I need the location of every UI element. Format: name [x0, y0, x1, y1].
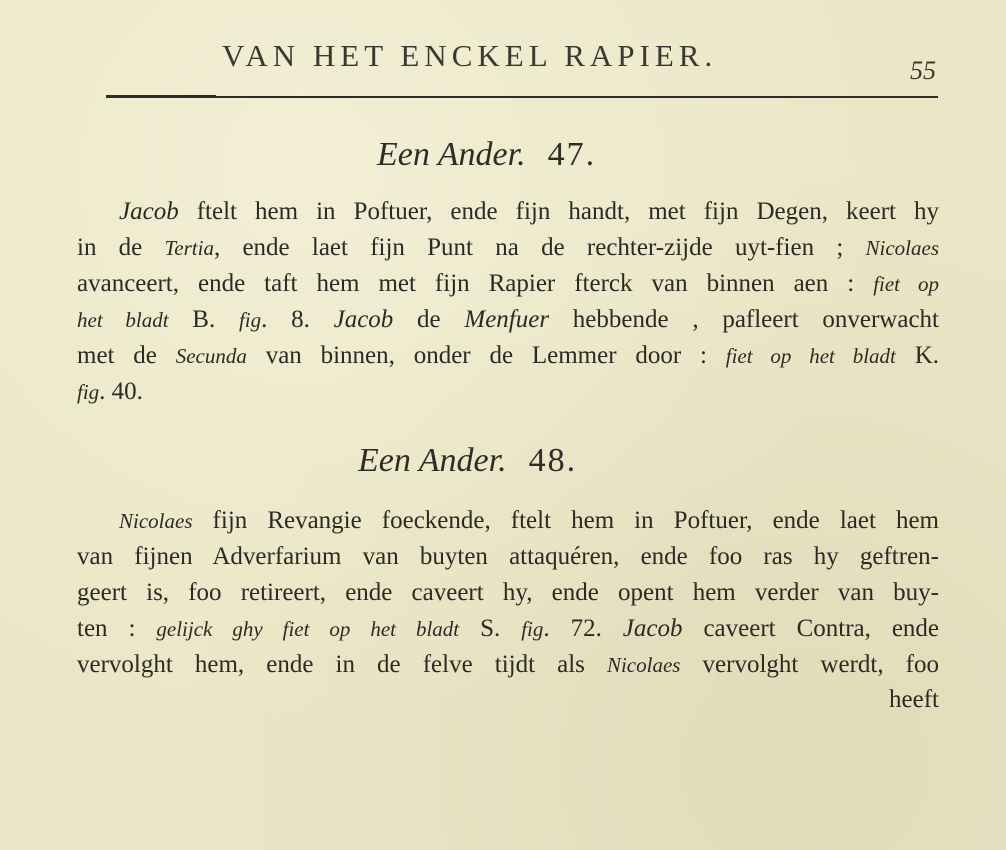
text-span: . 72.: [543, 615, 623, 642]
text-span: van fijnen Adverfarium van buyten attaquéren, ende foo ras hy geftren-: [77, 543, 939, 570]
text-span: ten :: [77, 615, 157, 642]
text-span: hebbende , pafleert onverwacht: [549, 306, 939, 333]
text-line: [77, 232, 939, 264]
name-italic: Jacob: [333, 306, 394, 333]
section-title-47: [377, 136, 596, 174]
text-span: fijn Revangie foeckende, ftelt hem in Poftuer, ende laet hem: [192, 507, 939, 534]
name-italic: Nicolaes: [606, 653, 681, 677]
text-span: avanceert, ende taft hem met fijn Rapier fterck van binnen aen :: [77, 270, 874, 297]
text-span: B.: [168, 306, 239, 333]
text-span: . 40.: [99, 378, 143, 405]
text-span: ftelt hem in Poftuer, ende fijn handt, met fijn Degen, keert hy: [178, 198, 939, 225]
name-italic: Jacob: [119, 198, 179, 225]
text-span: de: [393, 306, 465, 333]
text-line: [77, 541, 939, 573]
text-line: [77, 577, 939, 609]
header-rule: [106, 96, 938, 98]
text-span: S.: [459, 615, 522, 642]
catchword: heeft: [889, 686, 939, 713]
running-head-title: VAN HET ENCKEL RAPIER.: [222, 38, 718, 73]
reference-italic: fiet op het bladt: [725, 344, 896, 368]
reference-italic: fiet op: [873, 272, 939, 296]
term-italic: Menfuer: [464, 306, 550, 333]
reference-italic: het bladt: [77, 308, 169, 332]
text-span: vervolght werdt, foo: [680, 651, 940, 678]
text-line: [77, 505, 939, 537]
text-line: [77, 196, 939, 228]
text-span: in de: [77, 234, 165, 261]
name-italic: Nicolaes: [865, 236, 939, 260]
text-line: [77, 649, 939, 681]
term-italic: Secunda: [175, 344, 247, 368]
text-span: met de: [77, 342, 176, 369]
text-span: geert is, foo retireert, ende caveert hy, ende opent hem verder van buy-: [77, 579, 939, 606]
page-number: 55: [910, 56, 936, 85]
text-line: [77, 340, 939, 372]
section-title-text: Een Ander.: [358, 442, 507, 479]
reference-italic: fig: [77, 380, 100, 404]
text-line: [77, 304, 939, 336]
text-span: K.: [895, 342, 939, 369]
section-title-text: Een Ander.: [377, 136, 526, 173]
text-span: , ende laet fijn Punt na de rechter-zijde uyt-fien ;: [213, 234, 866, 261]
reference-italic: fig: [521, 617, 544, 641]
text-span: vervolght hem, ende in de felve tijdt als: [77, 651, 607, 678]
name-italic: Nicolaes: [119, 509, 193, 533]
reference-italic: gelijck ghy fiet op het bladt: [156, 617, 460, 641]
text-span: . 8.: [261, 306, 334, 333]
text-line: [77, 613, 939, 645]
reference-italic: fig: [238, 308, 262, 332]
section-number: 48.: [528, 442, 578, 479]
term-italic: Tertia: [164, 236, 214, 260]
section-title-48: [358, 442, 577, 480]
text-line: [77, 268, 939, 300]
name-italic: Jacob: [622, 615, 683, 642]
text-line: [77, 376, 939, 408]
section-number: 47.: [547, 136, 597, 173]
text-span: van binnen, onder de Lemmer door :: [246, 342, 726, 369]
text-span: caveert Contra, ende: [682, 615, 940, 642]
